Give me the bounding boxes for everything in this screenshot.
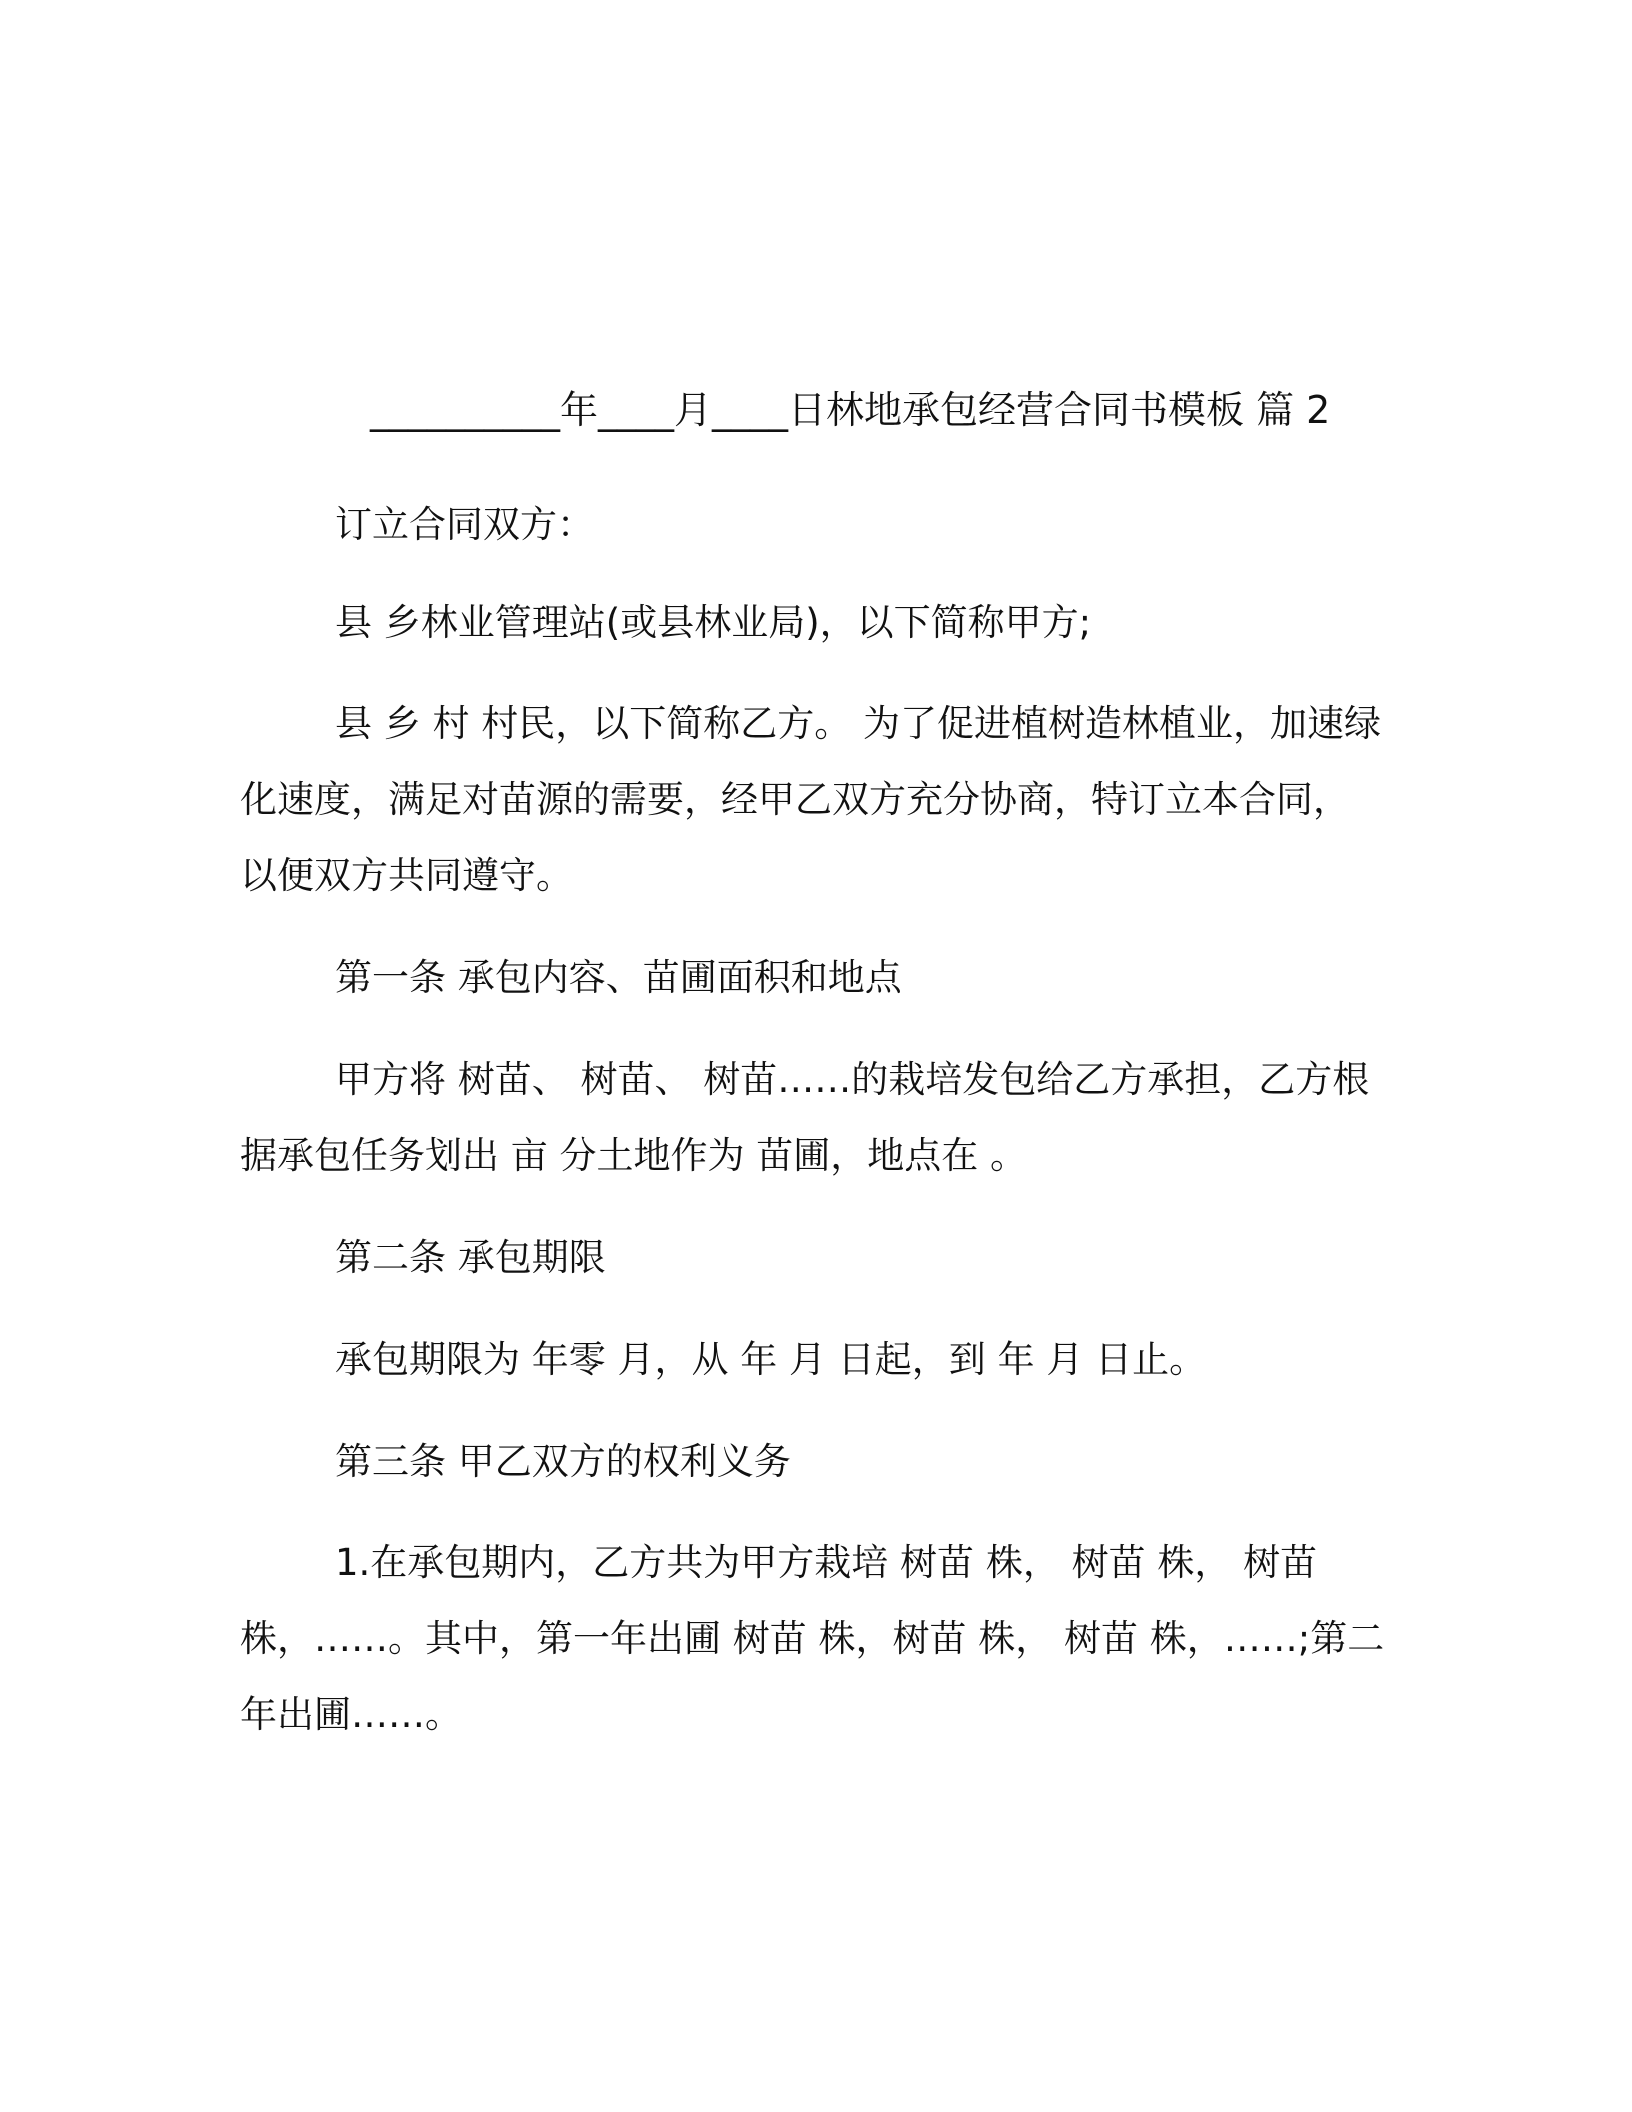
- article-three-item-line-2: 株，……。其中，第一年出圃 树苗 株，树苗 株， 树苗 株，……;第二: [240, 1617, 1385, 1660]
- article-one-heading: 第一条 承包内容、苗圃面积和地点: [335, 956, 902, 999]
- article-three-item-line-3: 年出圃……。: [240, 1693, 462, 1736]
- paragraph-parties-heading: 订立合同双方：: [335, 503, 594, 546]
- article-three-heading: 第三条 甲乙双方的权利义务: [335, 1440, 791, 1483]
- article-two-heading: 第二条 承包期限: [335, 1236, 606, 1279]
- article-three-item-line-1: 1.在承包期内，乙方共为甲方栽培 树苗 株， 树苗 株， 树苗: [335, 1541, 1318, 1584]
- article-one-text-line-1: 甲方将 树苗、 树苗、 树苗……的栽培发包给乙方承担，乙方根: [335, 1058, 1370, 1101]
- paragraph-party-a: 县 乡林业管理站(或县林业局)，以下简称甲方;: [335, 601, 1092, 644]
- document-title: __________年____月____日林地承包经营合同书模板 篇 2: [370, 388, 1331, 432]
- article-one-text-line-2: 据承包任务划出 亩 分土地作为 苗圃，地点在 。: [240, 1134, 1028, 1177]
- article-two-text: 承包期限为 年零 月，从 年 月 日起，到 年 月 日止。: [335, 1338, 1207, 1381]
- paragraph-party-b-line-2: 化速度，满足对苗源的需要，经甲乙双方充分协商，特订立本合同，: [240, 778, 1350, 821]
- paragraph-party-b-line-1: 县 乡 村 村民，以下简称乙方。 为了促进植树造林植业，加速绿: [335, 702, 1382, 745]
- paragraph-party-b-line-3: 以便双方共同遵守。: [240, 854, 573, 897]
